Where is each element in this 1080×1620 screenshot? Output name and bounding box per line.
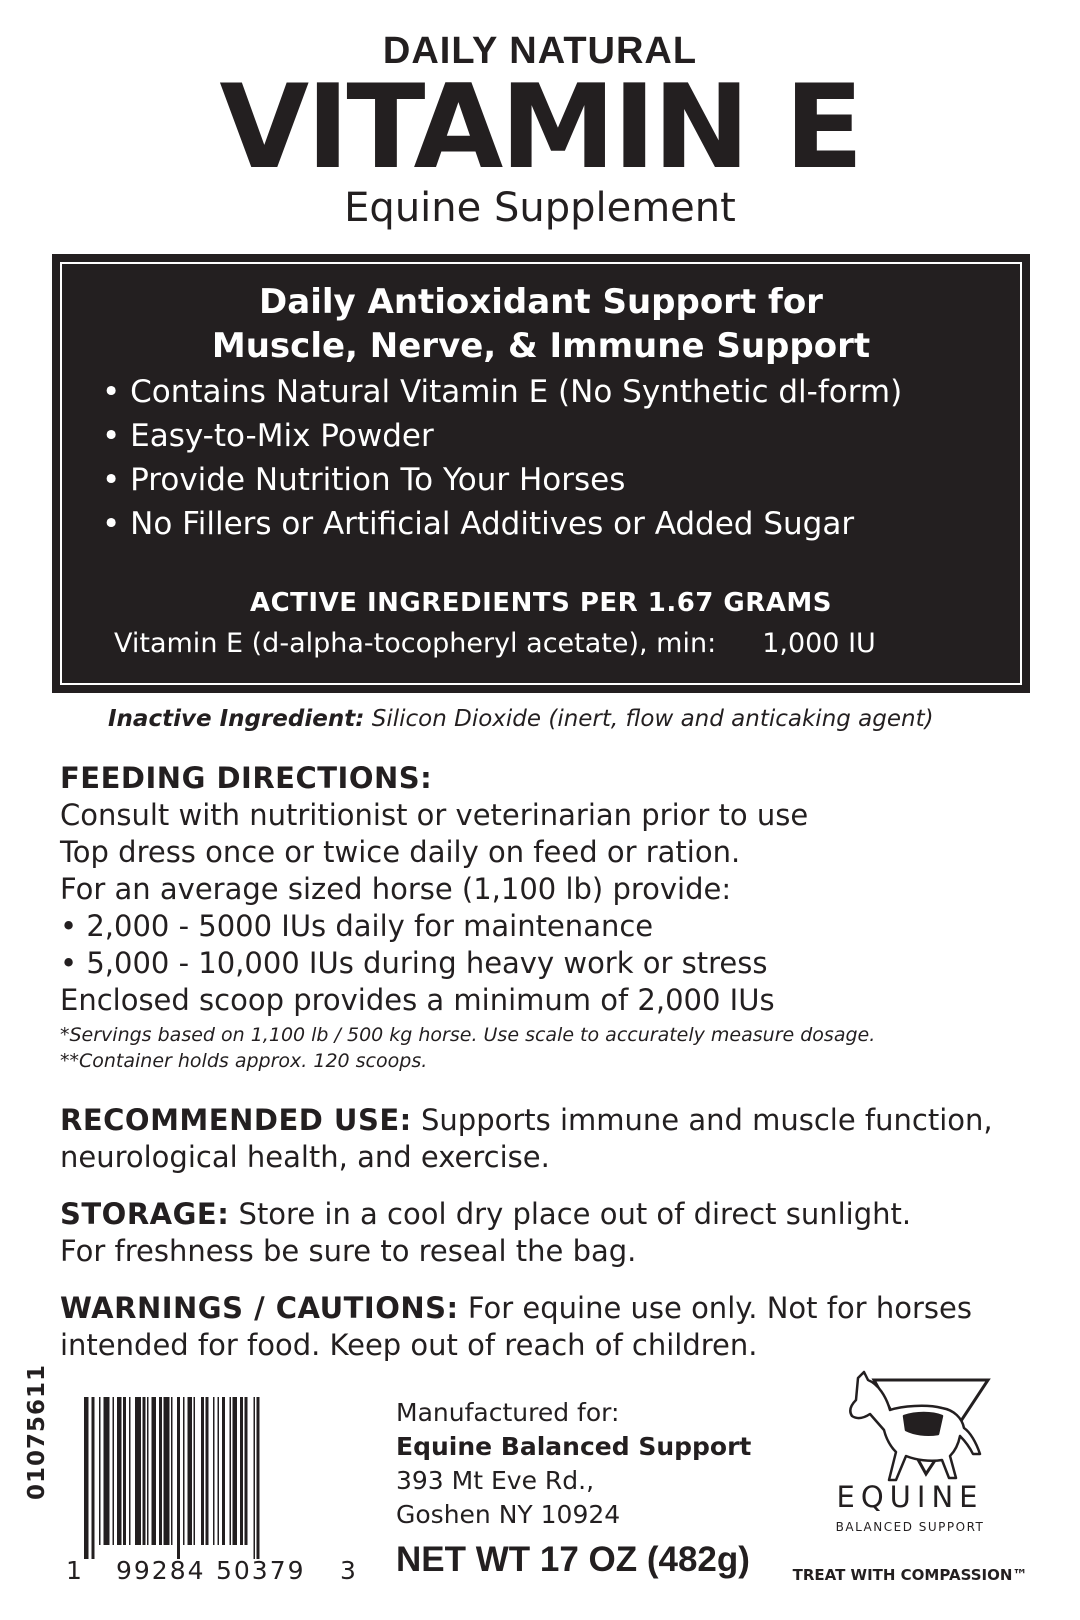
logo-subtext: BALANCED SUPPORT [835, 1520, 985, 1534]
storage-heading: STORAGE: [60, 1197, 230, 1231]
upc-digits-left: 99284 [116, 1556, 206, 1585]
inactive-ingredient [108, 706, 934, 732]
manufacturer-address-2: Goshen NY 10924 [396, 1500, 621, 1529]
horse-triangle-logo-icon [830, 1370, 1040, 1570]
benefits-list [102, 370, 902, 546]
recommended-text-1: Supports immune and muscle function, [421, 1103, 993, 1137]
panel-title-line-2: Muscle, Nerve, & Immune Support [211, 326, 871, 366]
warnings-text-2: intended for food. Keep out of reach of children. [60, 1328, 758, 1362]
feeding-line: For an average sized horse (1,100 lb) provide: [60, 872, 732, 906]
recommended-text-2: neurological health, and exercise. [60, 1140, 550, 1174]
manufacturer-address-1: 393 Mt Eve Rd., [396, 1466, 595, 1495]
feeding-heading: FEEDING DIRECTIONS: [60, 761, 433, 795]
manufacturer-label: Manufactured for: [396, 1398, 620, 1427]
active-ingredient-amount: 1,000 IU [762, 628, 876, 659]
benefit-item: • No Fillers or Artificial Additives or Added Sugar [102, 506, 855, 542]
storage-instructions [60, 1196, 911, 1270]
logo-wordmark: EQUINE [836, 1480, 984, 1514]
benefit-item: • Provide Nutrition To Your Horses [102, 462, 626, 498]
recommended-use [60, 1102, 993, 1176]
storage-text-1: Store in a cool dry place out of direct sunlight. [238, 1197, 912, 1231]
upc-digits-right: 50379 [216, 1556, 306, 1585]
recommended-heading: RECOMMENDED USE: [60, 1103, 412, 1137]
panel-title [52, 280, 1030, 368]
feeding-line: • 2,000 - 5000 IUs daily for maintenance [60, 909, 654, 943]
barcode-icon [82, 1397, 354, 1559]
feeding-line: Consult with nutritionist or veterinarian prior to use [60, 798, 809, 832]
feeding-directions [60, 760, 808, 1019]
warnings-heading: WARNINGS / CAUTIONS: [60, 1291, 459, 1325]
benefit-item: • Easy-to-Mix Powder [102, 418, 434, 454]
upc-digit-last: 3 [340, 1556, 356, 1585]
serving-note: **Container holds approx. 120 scoops. [60, 1050, 428, 1072]
benefit-item: • Contains Natural Vitamin E (No Synthetic dl-form) [102, 374, 903, 410]
feeding-line: Enclosed scoop provides a minimum of 2,000 IUs [60, 983, 775, 1017]
product-subtitle: Equine Supplement [344, 185, 736, 231]
manufacturer-block [396, 1396, 751, 1532]
upc-digit-first: 1 [66, 1556, 82, 1585]
warnings-text-1: For equine use only. Not for horses [467, 1291, 972, 1325]
serving-note: *Servings based on 1,100 lb / 500 kg horse. Use scale to accurately measure dosage. [60, 1024, 876, 1046]
logo-tagline: TREAT WITH COMPASSION™ [792, 1566, 1028, 1584]
product-kicker: DAILY NATURAL [382, 30, 698, 72]
serving-notes [60, 1022, 875, 1074]
active-ingredients-heading: ACTIVE INGREDIENTS PER 1.67 GRAMS [249, 588, 833, 618]
feeding-line: • 5,000 - 10,000 IUs during heavy work or stress [60, 946, 768, 980]
inactive-ingredient-label: Inactive Ingredient: [108, 706, 365, 732]
storage-text-2: For freshness be sure to reseal the bag. [60, 1234, 637, 1268]
net-weight: NET WT 17 OZ (482g) [396, 1540, 750, 1579]
active-ingredient-row [114, 628, 876, 659]
side-code: 01075611 [24, 1363, 50, 1500]
feeding-line: Top dress once or twice daily on feed or ration. [60, 835, 741, 869]
manufacturer-company: Equine Balanced Support [396, 1432, 752, 1461]
panel-title-line-1: Daily Antioxidant Support for [259, 282, 823, 322]
active-ingredient-name: Vitamin E (d-alpha-tocopheryl acetate), min: [114, 628, 717, 659]
warnings-cautions [60, 1290, 972, 1364]
inactive-ingredient-text: Silicon Dioxide (inert, flow and anticaking agent) [371, 706, 934, 732]
benefits-panel [52, 254, 1030, 693]
product-title: VITAMIN E [219, 60, 861, 195]
